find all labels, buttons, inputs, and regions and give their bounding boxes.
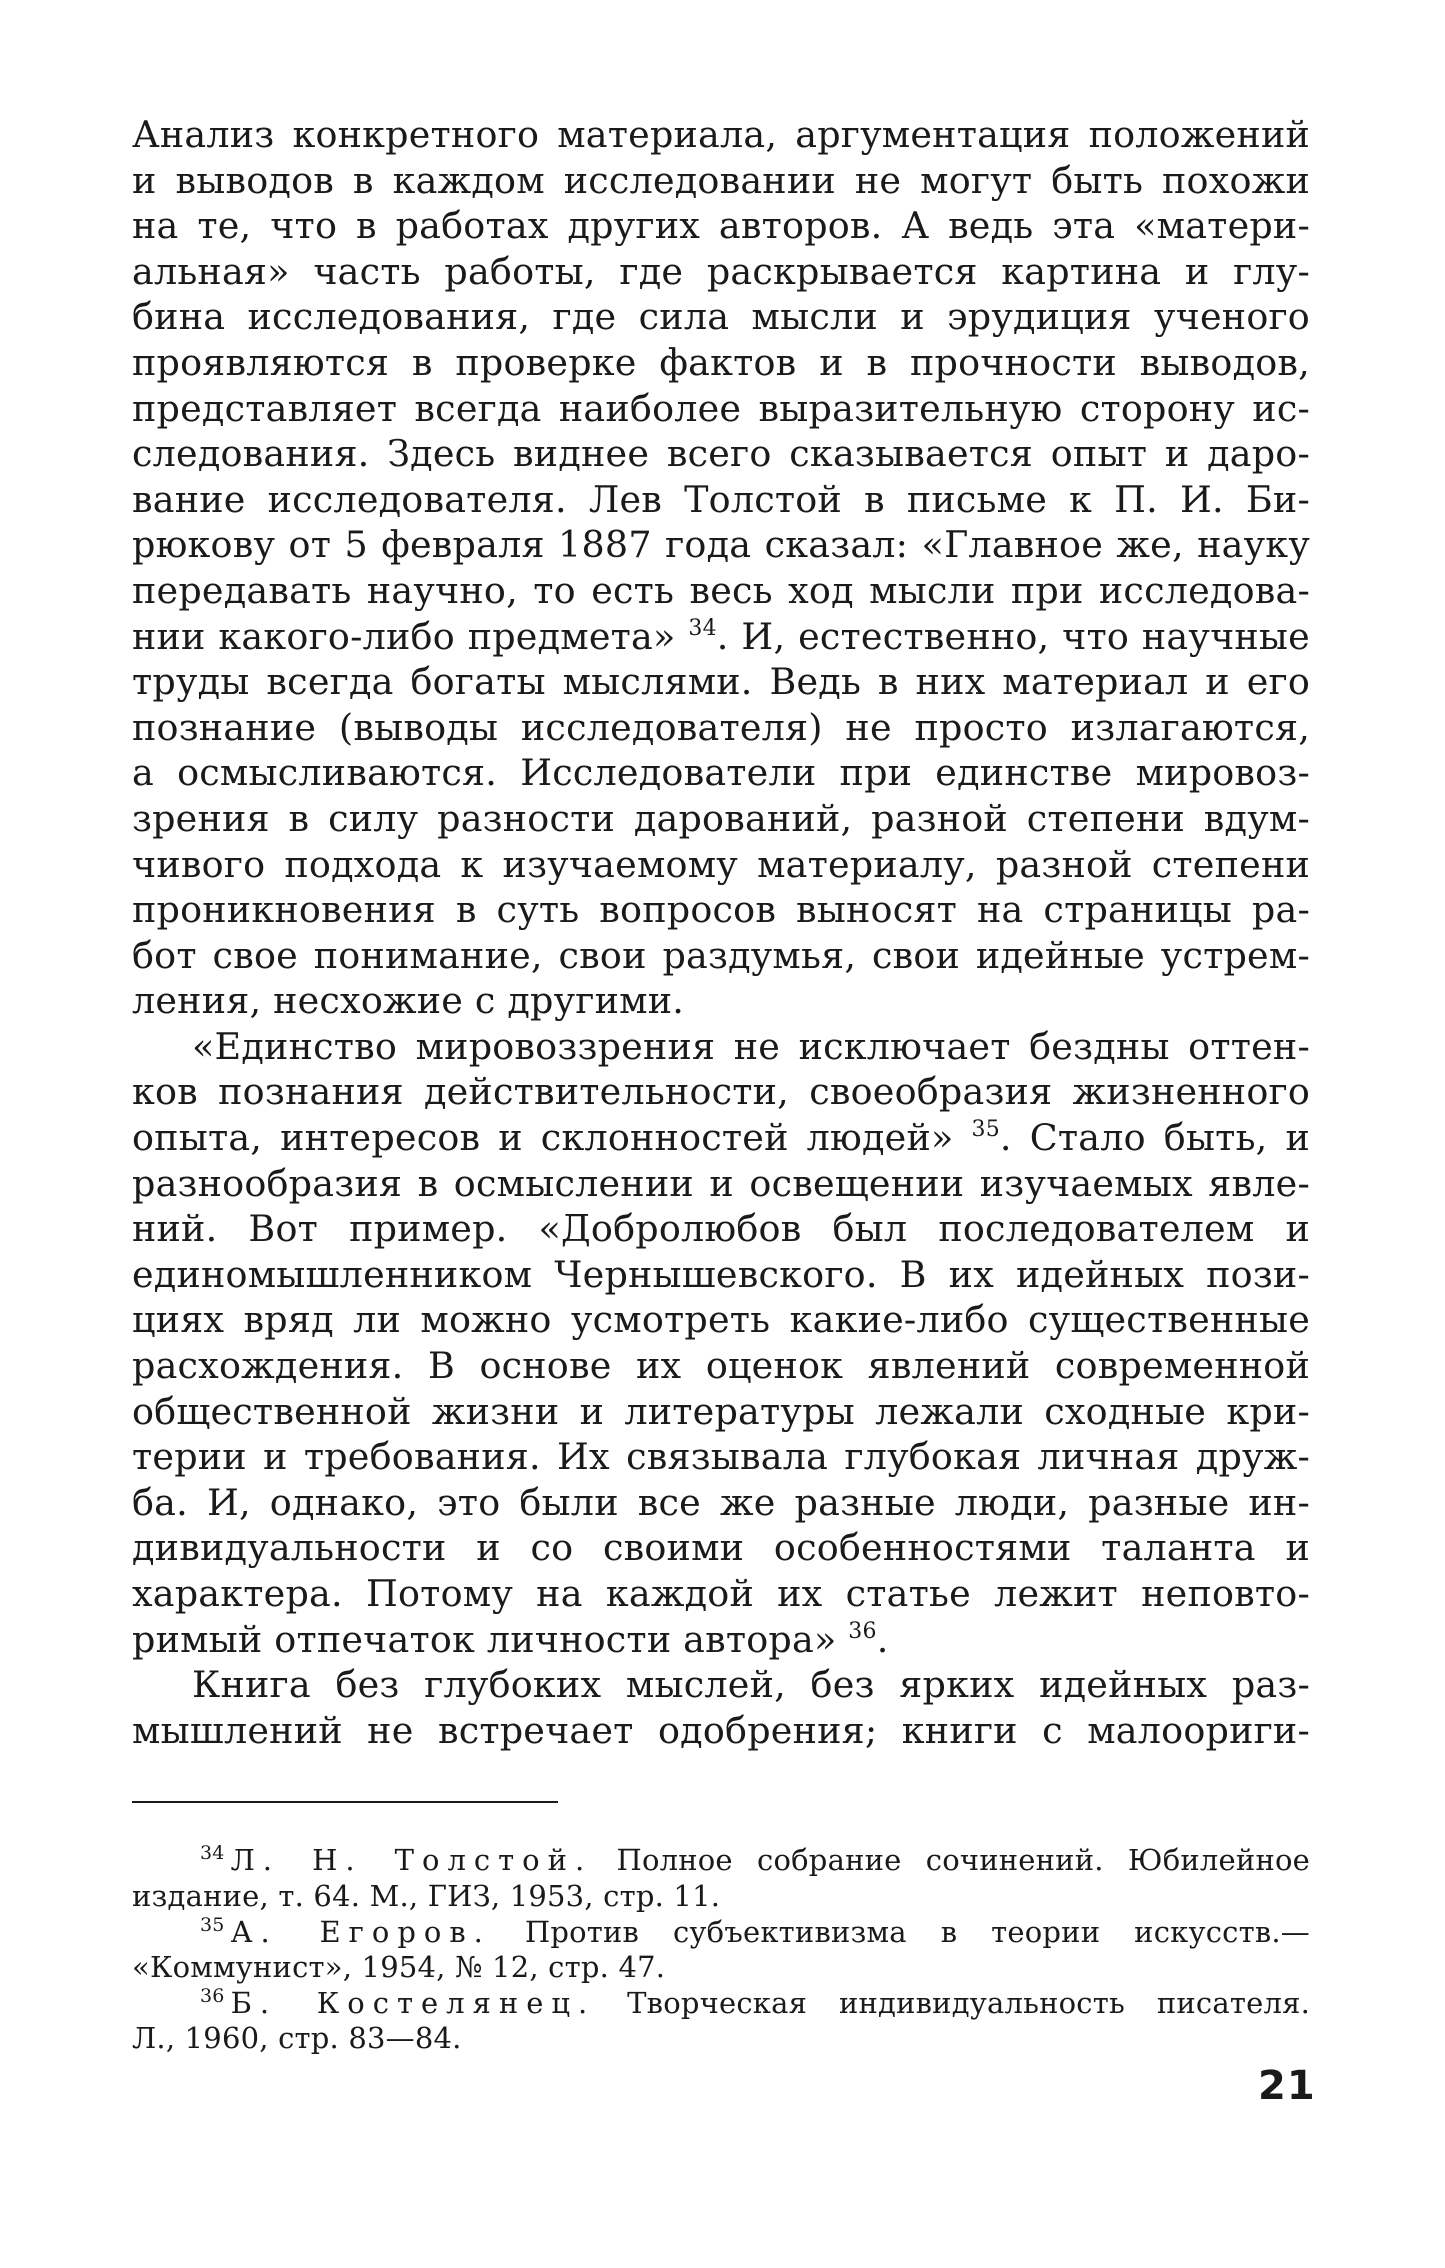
text-line: следования. Здесь виднее всего сказывается опыт и даро- bbox=[132, 432, 1310, 476]
text-line: мышлений не встречает одобрения; книги с малоориги- bbox=[132, 1708, 1310, 1752]
footnote-number: 34 bbox=[200, 1842, 225, 1865]
footnote-number: 36 bbox=[200, 1984, 225, 2007]
text-fragment: нии какого-либо предмета» bbox=[132, 614, 676, 658]
page-body bbox=[132, 112, 1310, 2057]
text-line: зрения в силу разности дарований, разной степени вдум- bbox=[132, 796, 1310, 840]
text-line: передавать научно, то есть весь ход мысли при исследова- bbox=[132, 568, 1310, 612]
footnote-34 bbox=[132, 1843, 1310, 1879]
text-line: дивидуальности и со своими особенностями таланта и bbox=[132, 1526, 1310, 1570]
footnote-author: Б. Костелянец. bbox=[230, 1985, 596, 2020]
text-line: характера. Потому на каждой их статье лежит неповто- bbox=[132, 1572, 1310, 1615]
text-line: ков познания действительности, своеобразия жизненного bbox=[132, 1070, 1310, 1114]
text-line: расхождения. В основе их оценок явлений современной bbox=[132, 1344, 1310, 1388]
text-line bbox=[132, 1617, 1310, 1663]
text-line bbox=[132, 1115, 1310, 1161]
main-text bbox=[132, 112, 1310, 1753]
footnote-text: Против субъективизма в теории искусств.— bbox=[524, 1914, 1311, 1949]
text-line: и выводов в каждом исследовании не могут быть похожи bbox=[132, 158, 1310, 202]
text-line: рюкову от 5 февраля 1887 года сказал: «Главное же, науку bbox=[132, 523, 1310, 567]
text-line: общественной жизни и литературы лежали сходные кри- bbox=[132, 1389, 1310, 1433]
text-line: труды всегда богаты мыслями. Ведь в них материал и его bbox=[132, 660, 1310, 704]
text-fragment: . bbox=[876, 1617, 889, 1661]
text-line: представляет всегда наиболее выразительную сторону ис- bbox=[132, 386, 1310, 430]
text-line: единомышленником Чернышевского. В их идейных пози- bbox=[132, 1252, 1310, 1296]
footnote-number: 35 bbox=[200, 1913, 225, 1936]
text-line: Анализ конкретного материала, аргументация положений bbox=[132, 113, 1310, 156]
footnote-35-cont: «Коммунист», 1954, № 12, стр. 47. bbox=[132, 1950, 666, 1985]
footnote-ref-35[interactable]: 35 bbox=[971, 1117, 1000, 1143]
text-line: разнообразия в осмыслении и освещении изучаемых явле- bbox=[132, 1161, 1310, 1205]
text-fragment: . И, естественно, что научные bbox=[716, 614, 1310, 658]
text-fragment: римый отпечаток личности автора» bbox=[132, 1617, 837, 1661]
footnote-36 bbox=[132, 1986, 1310, 2022]
text-line: чивого подхода к изучаемому материалу, разной степени bbox=[132, 842, 1310, 886]
text-line bbox=[132, 614, 1310, 660]
text-line: «Единство мировоззрения не исключает бездны оттен- bbox=[192, 1024, 1310, 1068]
text-line: терии и требования. Их связывала глубокая личная друж- bbox=[132, 1435, 1310, 1479]
footnote-text: Творческая индивидуальность писателя. bbox=[627, 1985, 1310, 2020]
footnote-34-cont: издание, т. 64. М., ГИЗ, 1953, стр. 11. bbox=[132, 1878, 721, 1913]
text-line: на те, что в работах других авторов. А ведь эта «матери- bbox=[132, 204, 1310, 248]
text-line: ления, несхожие с другими. bbox=[132, 979, 685, 1023]
text-line: проникновения в суть вопросов выносят на страницы ра- bbox=[132, 888, 1310, 932]
text-fragment: опыта, интересов и склонностей людей» bbox=[132, 1116, 954, 1160]
page-number: 21 bbox=[1258, 2063, 1316, 2109]
footnote-ref-36[interactable]: 36 bbox=[848, 1618, 877, 1644]
text-line: проявляются в проверке фактов и в прочности выводов, bbox=[132, 340, 1310, 384]
text-line: циях вряд ли можно усмотреть какие-либо существенные bbox=[132, 1298, 1310, 1342]
text-line: вание исследователя. Лев Толстой в письме к П. И. Би- bbox=[132, 477, 1310, 521]
text-line: бина исследования, где сила мысли и эрудиция ученого bbox=[132, 295, 1310, 339]
footnote-author: Л. Н. Толстой. bbox=[230, 1843, 593, 1878]
text-line: ний. Вот пример. «Добролюбов был последователем и bbox=[132, 1207, 1310, 1251]
text-line: бот свое понимание, свои раздумья, свои идейные устрем- bbox=[132, 933, 1310, 977]
text-line: ба. И, однако, это были все же разные люди, разные ин- bbox=[132, 1480, 1310, 1524]
text-line: познание (выводы исследователя) не просто излагаются, bbox=[132, 705, 1310, 749]
footnote-ref-34[interactable]: 34 bbox=[688, 615, 717, 641]
text-line: а осмысливаются. Исследователи при единстве мировоз- bbox=[132, 751, 1310, 795]
footnote-35 bbox=[132, 1915, 1310, 1951]
footnote-divider bbox=[132, 1801, 558, 1803]
text-line: Книга без глубоких мыслей, без ярких идейных раз- bbox=[192, 1663, 1310, 1707]
text-line: альная» часть работы, где раскрывается картина и глу- bbox=[132, 249, 1310, 293]
footnote-author: А. Егоров. bbox=[230, 1914, 491, 1949]
footnotes bbox=[132, 1843, 1310, 2057]
footnote-text: Полное собрание сочинений. Юбилейное bbox=[616, 1843, 1310, 1878]
text-fragment: . Стало быть, и bbox=[999, 1116, 1310, 1160]
footnote-36-cont: Л., 1960, стр. 83—84. bbox=[132, 2021, 462, 2056]
